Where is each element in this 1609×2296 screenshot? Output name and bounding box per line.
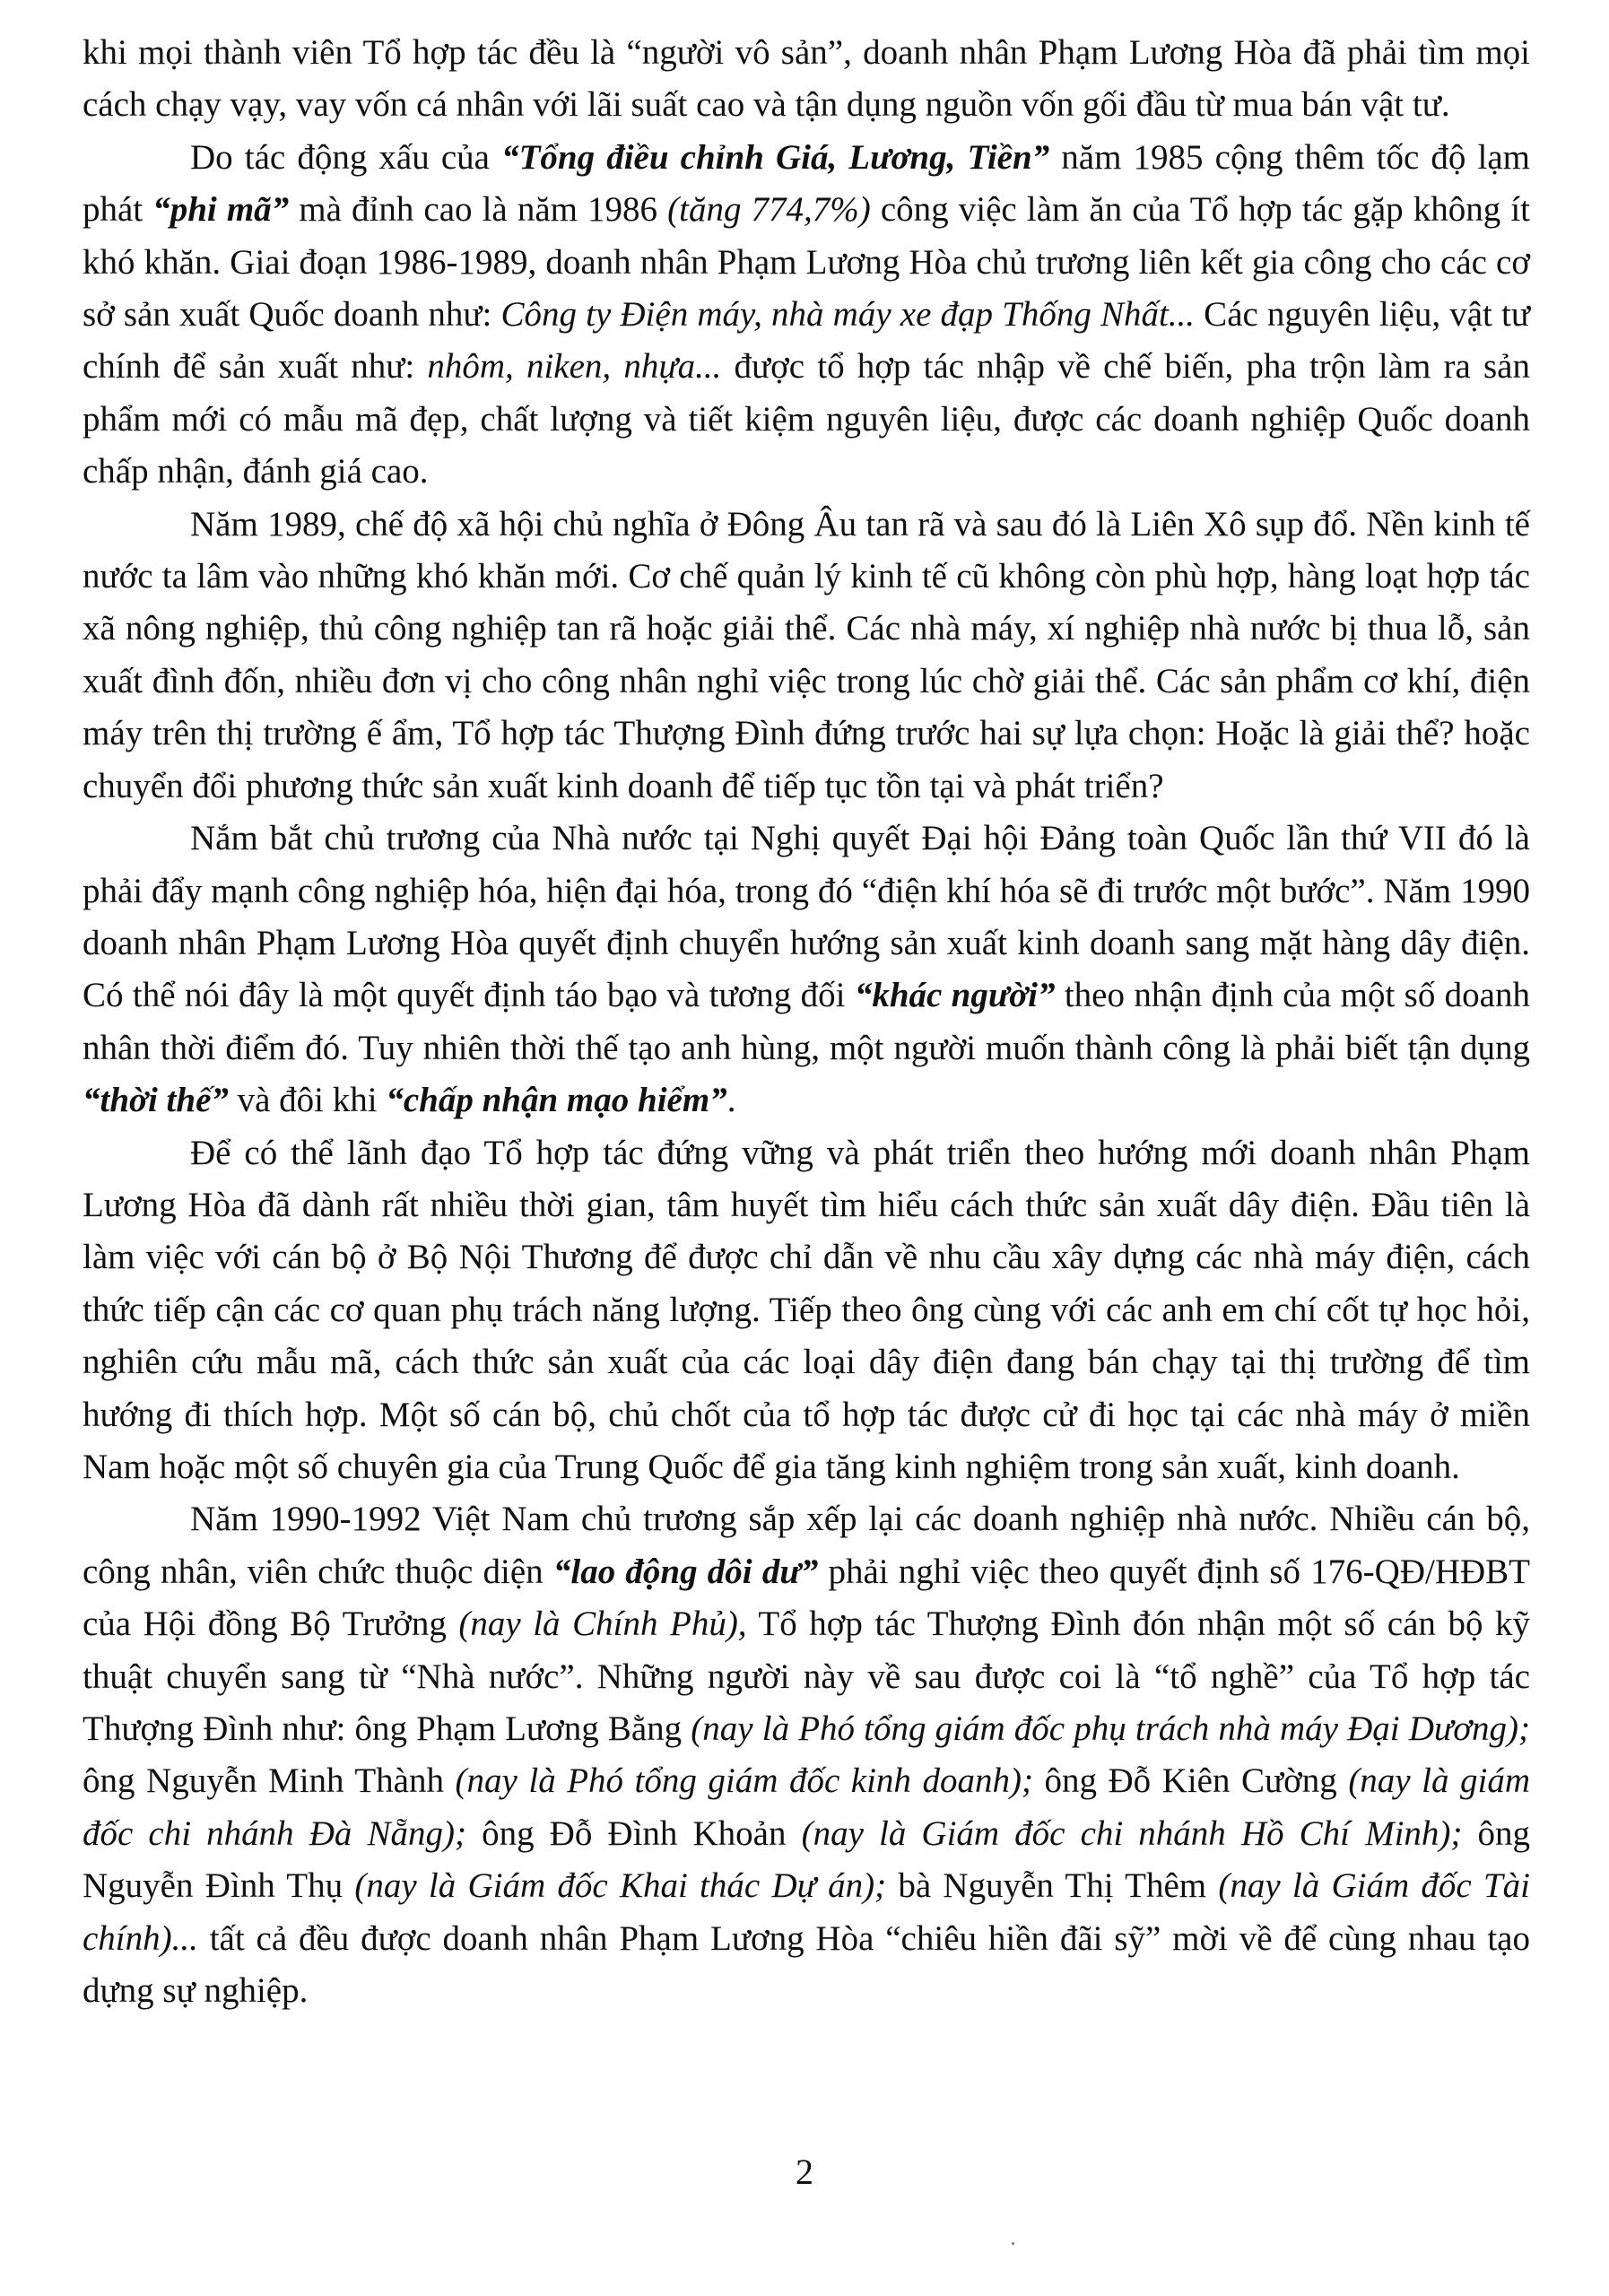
text-run: công việc làm ăn của Tổ hợp tác gặp không ít khó khăn. Giai đoạn 1986-1989, doanh nhân Phạm Lương Hòa chủ trương liên kết gia công cho các cơ sở sản xuất Quốc doanh như: (83, 190, 1530, 335)
text-run: theo nhận định của một số doanh nhân thời điểm đó. Tuy nhiên thời thế tạo anh hùng, một người muốn thành công là phải biết tận dụng (83, 976, 1530, 1067)
emphasis-text: “lao động dôi dư” (552, 1552, 819, 1591)
text-run: khi mọi thành viên Tổ hợp tác đều là “người vô sản”, doanh nhân Phạm Lương Hòa đã phải tìm mọi cách chạy vạy, vay vốn cá nhân với lãi suất cao và tận dụng nguồn vốn gối đầu từ mua bán vật tư. (83, 33, 1530, 125)
italic-note: Công ty Điện máy, nhà máy xe đạp Thống Nhất... (500, 295, 1196, 335)
text-run: năm 1985 cộng thêm tốc độ lạm phát (83, 137, 1530, 230)
italic-note: (nay là Chính Phủ), (458, 1605, 747, 1644)
emphasis-text: “thời thế” (83, 1081, 229, 1120)
text-run: Để có thể lãnh đạo Tổ hợp tác đứng vững và phát triển theo hướng mới doanh nhân Phạm Lương Hòa đã dành rất nhiều thời gian, tâm huyết tìm hiểu cách thức sản xuất dây điện. Đầu tiên là làm việc với cán bộ ở Bộ Nội Thương để được chỉ dẫn về nhu cầu xây dựng các nhà máy điện, cách thức tiếp cận các cơ quan phụ trách năng lượng. Tiếp theo ông cùng với các anh em chí cốt tự học hỏi, nghiên cứu mẫu mã, cách thức sản xuất của các loại dây điện đang bán chạy tại thị trường để tìm hướng đi thích hợp. Một số cán bộ, chủ chốt của tổ hợp tác được cử đi học tại các nhà máy ở miền Nam hoặc một số chuyên gia của Trung Quốc để gia tăng kinh nghiệm trong sản xuất, kinh doanh. (83, 1133, 1530, 1486)
text-run: được tổ hợp tác nhập về chế biến, pha trộn làm ra sản phẩm mới có mẫu mã đẹp, chất lượng và tiết kiệm nguyên liệu, được các doanh nghiệp Quốc doanh chấp nhận, đánh giá cao. (83, 347, 1530, 491)
italic-note: (nay là Giám đốc Tài chính)... (83, 1866, 1530, 1958)
italic-note: (nay là giám đốc chi nhánh Đà Nẵng); (83, 1761, 1530, 1853)
scan-speck (1012, 2242, 1014, 2245)
body-paragraph (83, 1493, 1530, 2017)
text-run: và đôi khi (228, 1081, 387, 1120)
emphasis-text: “phi mã” (152, 190, 290, 230)
text-run: Các nguyên liệu, vật tư chính để sản xuất như: (83, 295, 1530, 387)
body-paragraph (83, 1127, 1530, 1494)
text-run: Tổ hợp tác Thượng Đình đón nhận một số cán bộ kỹ thuật chuyển sang từ “Nhà nước”. Những người này về sau được coi là “tổ nghề” của Tổ hợp tác Thượng Đình như: ông Phạm Lương Bằng (83, 1605, 1530, 1748)
text-run: Nắm bắt chủ trương của Nhà nước tại Nghị quyết Đại hội Đảng toàn Quốc lần thứ VII đó là phải đẩy mạnh công nghiệp hóa, hiện đại hóa, trong đó “điện khí hóa sẽ đi trước một bước”. Năm 1990 doanh nhân Phạm Lương Hòa quyết định chuyển hướng sản xuất kinh doanh sang mặt hàng dây điện. Có thể nói đây là một quyết định táo bạo và tương đối (83, 819, 1530, 1015)
emphasis-text: “chấp nhận mạo hiểm” (386, 1081, 727, 1120)
text-run: ông Nguyễn Đình Thụ (83, 1813, 1530, 1906)
body-paragraph (83, 499, 1530, 813)
text-run: Năm 1990-1992 Việt Nam chủ trương sắp xếp lại các doanh nghiệp nhà nước. Nhiều cán bộ, công nhân, viên chức thuộc diện (83, 1500, 1530, 1591)
emphasis-text: “khác người” (854, 976, 1056, 1015)
text-run: . (726, 1081, 736, 1120)
italic-note: nhôm, niken, nhựa... (427, 347, 722, 387)
text-run: ông Nguyễn Minh Thành (83, 1761, 456, 1801)
text-run: phải nghỉ việc theo quyết định số 176-QĐ/HĐBT của Hội đồng Bộ Trưởng (83, 1552, 1530, 1644)
text-run: Năm 1989, chế độ xã hội chủ nghĩa ở Đông Âu tan rã và sau đó là Liên Xô sụp đổ. Nền kinh tế nước ta lâm vào những khó khăn mới. Cơ chế quản lý kinh tế cũ không còn phù hợp, hàng loạt hợp tác xã nông nghiệp, thủ công nghiệp tan rã hoặc giải thể. Các nhà máy, xí nghiệp nhà nước bị thua lỗ, sản xuất đình đốn, nhiều đơn vị cho công nhân nghỉ việc trong lúc chờ giải thể. Các sản phẩm cơ khí, điện máy trên thị trường ế ẩm, Tổ hợp tác Thượng Đình đứng trước hai sự lựa chọn: Hoặc là giải thể? hoặc chuyển đổi phương thức sản xuất kinh doanh để tiếp tục tồn tại và phát triển? (83, 504, 1530, 805)
italic-note: (tăng 774,7%) (667, 190, 871, 230)
text-run: bà Nguyễn Thị Thêm (886, 1866, 1219, 1906)
italic-note: (nay là Phó tổng giám đốc phụ trách nhà máy Đại Dương); (691, 1709, 1530, 1748)
text-run: Do tác động xấu của (190, 137, 502, 177)
text-run: ông Đỗ Kiên Cường (1032, 1761, 1349, 1801)
text-run: ông Đỗ Đình Khoản (465, 1813, 802, 1853)
italic-note: (nay là Giám đốc Khai thác Dự án); (354, 1866, 887, 1906)
body-paragraph (83, 132, 1530, 499)
emphasis-text: “Tổng điều chỉnh Giá, Lương, Tiền” (501, 137, 1050, 177)
italic-note: (nay là Giám đốc chi nhánh Hồ Chí Minh); (801, 1813, 1463, 1853)
body-paragraph (83, 27, 1530, 132)
body-paragraph (83, 813, 1530, 1126)
italic-note: (nay là Phó tổng giám đốc kinh doanh); (455, 1761, 1033, 1801)
document-body (83, 27, 1530, 2017)
text-run: tất cả đều được doanh nhân Phạm Lương Hòa “chiêu hiền đãi sỹ” mời về để cùng nhau tạo dựng sự nghiệp. (83, 1918, 1530, 2011)
page-number: 2 (796, 2152, 813, 2192)
text-run: mà đỉnh cao là năm 1986 (289, 190, 668, 230)
